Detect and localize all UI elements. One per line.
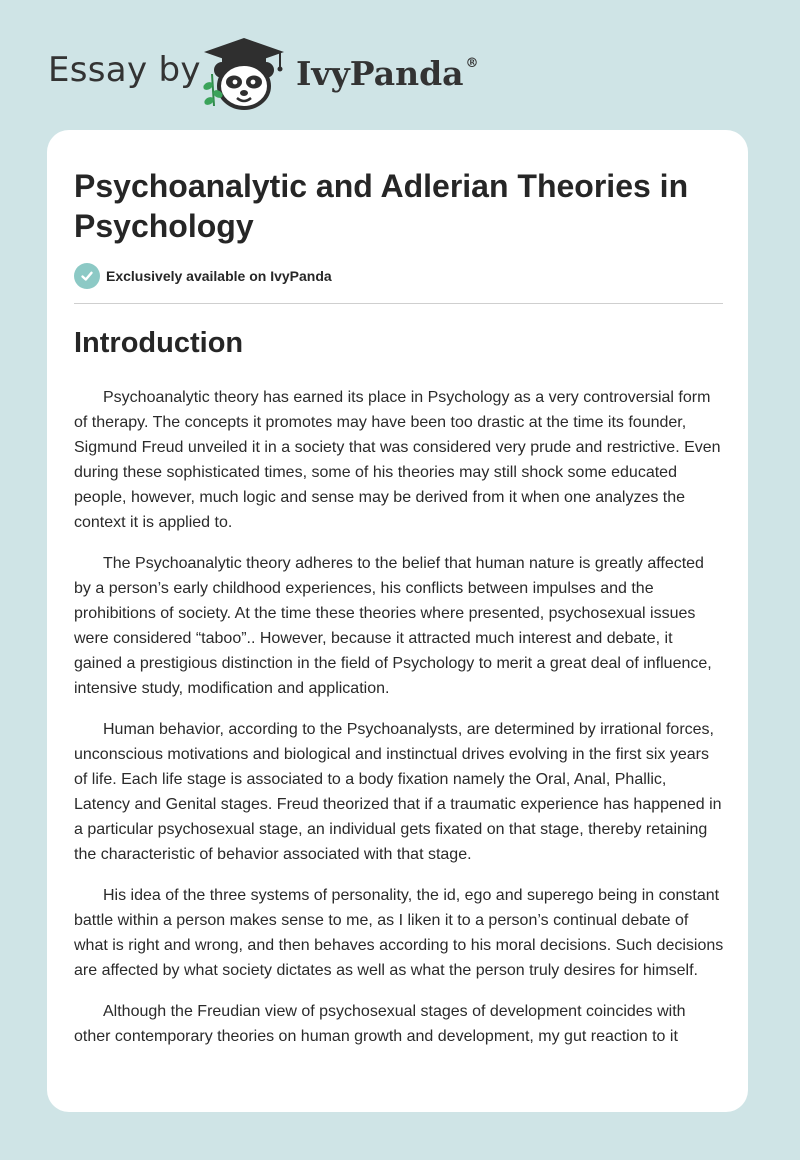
panda-graduate-icon[interactable] (200, 36, 288, 112)
paragraph: Human behavior, according to the Psychoanalysts, are determined by irrational forces, unconscious motivations and biological and instinctual drives evolving in the first six years of life. Each life stage is associated to a body fixation namely the Oral, Anal, Phallic, Latency and Genital stages. Freud theorized that if a traumatic experience has happened in a particular psychosexual stage, an individual gets fixated on that stage, thereby retaining the characteristic of behavior associated with that stage. (74, 721, 722, 863)
paragraph: The Psychoanalytic theory adheres to the belief that human nature is greatly affected by a person’s early childhood experiences, his conflicts between impulses and the prohibitions of society. At the time these theories where presented, psychosexual issues were considered “taboo”.. However, because it attracted much interest and debate, it gained a prestigious distinction in the field of Psychology to merit a great deal of influence, intensive study, modification and application. (74, 555, 712, 697)
divider (74, 303, 723, 304)
paragraph: Psychoanalytic theory has earned its place in Psychology as a very controversial form of therapy. The concepts it promotes may have been too drastic at the time its founder, Sigmund Freud unveiled it in a society that was considered very prude and restrictive. Even during these sophisticated times, some of his theories may still shock some educated people, however, much logic and sense may be derived from it when one analyzes the context it is applied to. (74, 389, 721, 531)
site-header (0, 0, 800, 130)
essay-by-label: Essay by (48, 50, 201, 90)
check-circle-icon (74, 263, 100, 289)
paragraph: His idea of the three systems of personality, the id, ego and superego being in constant battle within a person makes sense to me, as I liken it to a person’s continual debate of what is right and wrong, and then behaves according to his moral decisions. Such decisions are affected by what society dictates as well as what the person truly desires for himself. (74, 887, 724, 979)
brand-name[interactable] (296, 54, 479, 93)
section-heading: Introduction (74, 327, 244, 359)
brand-text: IvyPanda (296, 54, 464, 93)
registered-mark: ® (465, 56, 479, 71)
exclusive-badge (74, 263, 332, 289)
exclusive-label: Exclusively available on IvyPanda (106, 268, 332, 284)
essay-card (47, 130, 748, 1112)
essay-body (74, 385, 724, 1065)
paragraph: Although the Freudian view of psychosexual stages of development coincides with other contemporary theories on human growth and development, my gut reaction to it (74, 1003, 686, 1045)
page-title: Psychoanalytic and Adlerian Theories in Psychology (74, 168, 689, 244)
